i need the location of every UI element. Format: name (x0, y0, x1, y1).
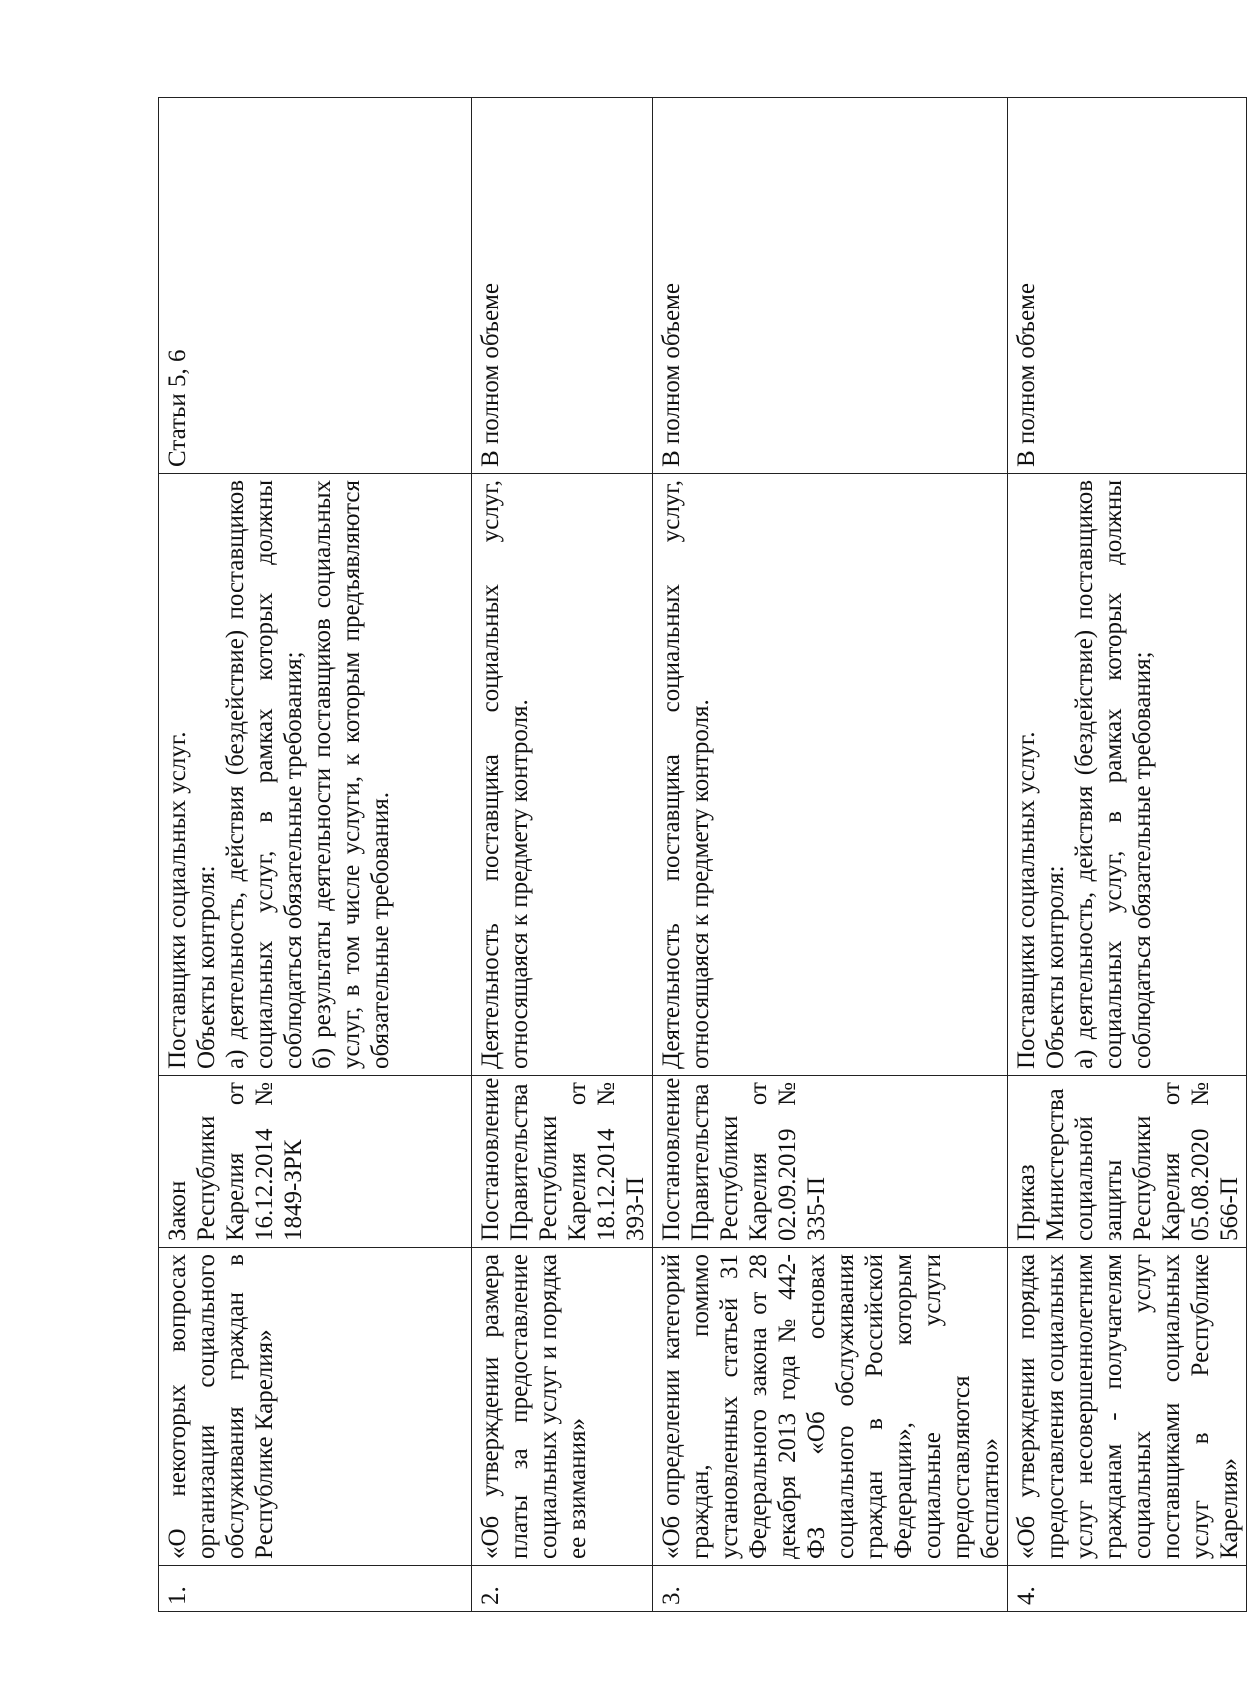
act-title: «Об определении категорий граждан, помимо установленных статьей 31 Федерального закона от 28 декабря 2013 года № 442-ФЗ «Об основах социального обслуживания граждан в Российской Федерации», которым социальные услуги предоставляются бесплатно» (653, 1248, 1008, 1566)
table-row (472, 98, 653, 1612)
scope-line: а) деятельность, действия (бездействие) поставщиков социальных услуг, в рамках которых должны соблюдаться обязательные требования; (1071, 480, 1156, 1069)
applicable-part: В полном объеме (653, 98, 1008, 474)
legal-acts-table (158, 97, 1247, 1612)
applicable-part: Статьи 5, 6 (159, 98, 472, 474)
scope-line: Объекты контроля: (1042, 865, 1069, 1069)
rotated-page (158, 98, 1243, 1612)
row-number: 3. (653, 1566, 1008, 1612)
table-row (653, 98, 1008, 1612)
act-reference: Приказ Министерства социальной защиты Республики Карелия от 05.08.2020 № 566-П (1008, 1076, 1247, 1248)
act-title: «Об утверждении размера платы за предоставление социальных услуг и порядка ее взимания» (472, 1248, 653, 1566)
scope-line: а) деятельность, действия (бездействие) поставщиков социальных услуг, в рамках которых должны соблюдаться обязательные требования; (222, 480, 307, 1069)
applicable-part: В полном объеме (1008, 98, 1247, 474)
scope-line: Объекты контроля: (193, 865, 220, 1069)
scope-line: Поставщики социальных услуг. (164, 731, 191, 1069)
act-reference: Закон Республики Карелия от 16.12.2014 № 1849-ЗРК (159, 1076, 472, 1248)
table-row (1008, 98, 1247, 1612)
row-number: 2. (472, 1566, 653, 1612)
control-scope (1008, 474, 1247, 1076)
act-reference: Постановление Правительства Республики Карелия от 02.09.2019 № 335-П (653, 1076, 1008, 1248)
scope-line: Поставщики социальных услуг. (1013, 731, 1040, 1069)
control-scope (472, 474, 653, 1076)
control-scope (159, 474, 472, 1076)
applicable-part: В полном объеме (472, 98, 653, 474)
row-number: 1. (159, 1566, 472, 1612)
control-scope (653, 474, 1008, 1076)
scope-line: Деятельность поставщика социальных услуг, относящаяся к предмету контроля. (658, 480, 714, 1069)
table-row (159, 98, 472, 1612)
row-number: 4. (1008, 1566, 1247, 1612)
scope-line: б) результаты деятельности поставщиков социальных услуг, в том числе услуги, к которым предъявляются обязательные требования. (309, 480, 394, 1069)
act-reference: Постановление Правительства Республики Карелия от 18.12.2014 № 393-П (472, 1076, 653, 1248)
scope-line: Деятельность поставщика социальных услуг, относящаяся к предмету контроля. (477, 480, 533, 1069)
act-title: «О некоторых вопросах организации социального обслуживания граждан в Республике Карелия» (159, 1248, 472, 1566)
act-title: «Об утверждении порядка предоставления социальных услуг несовершеннолетним гражданам - получателям социальных услуг поставщиками социальных услуг в Республике Карелия» (1008, 1248, 1247, 1566)
